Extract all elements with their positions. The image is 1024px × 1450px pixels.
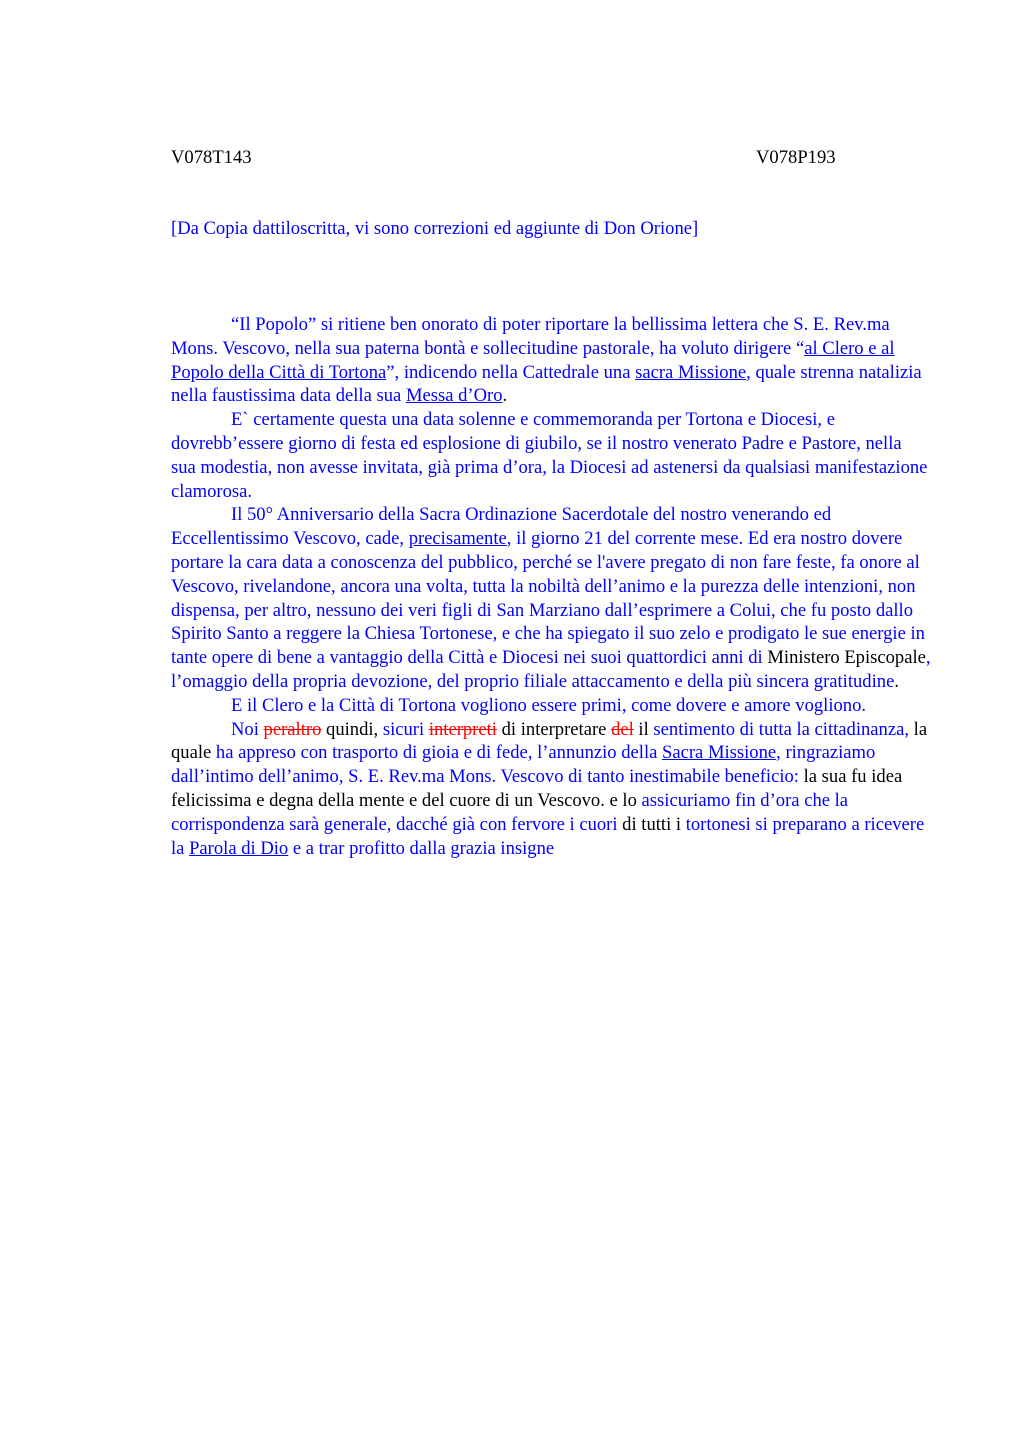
underlined-text: al Clero e al Popolo della Città di Tortona [171, 337, 895, 383]
text-run: ”, indicendo nella Cattedrale una [386, 361, 636, 383]
text-run: quindi, [321, 718, 383, 740]
struck-text: peraltro [263, 718, 322, 740]
text-run: . [502, 385, 508, 407]
underlined-text: Sacra Missione [662, 742, 777, 764]
text-run: , l’omaggio della propria devozione, del proprio filiale attaccamento e della più sincera gratitudine [171, 647, 931, 692]
paragraph-5 [171, 718, 931, 861]
text-run: Noi [231, 718, 264, 740]
source-note: [Da Copia dattiloscritta, vi sono correzioni ed aggiunte di Don Orione] [171, 218, 699, 239]
underlined-text: sacra Missione [635, 361, 747, 383]
underlined-text: precisamente [408, 528, 507, 550]
text-run: , il giorno 21 del corrente mese. Ed era nostro dovere portare la cara data a conoscenza del pubblico, perché se l'avere pregato di non fare feste, fa onore al Vescovo, rivelandone, ancora una volta, tutta la nobiltà dell’animo e la purezza delle intenzioni, non dispensa, per altro, nessuno dei veri figli di San Marziano dall’esprimere a Colui, che fu posto dallo Spirito Santo a reggere la Chiesa Tortonese, e che ha spiegato il suo zelo e prodigato le sue energie in tante opere di bene a vantaggio della Città e Diocesi nei suoi quattordici anni di [171, 528, 925, 669]
text-run: la sua fu idea felicissima e degna della mente e del cuore di un Vescovo. e lo [171, 766, 903, 811]
paragraph-2 [171, 408, 931, 503]
document-code-left: V078T143 [171, 147, 252, 168]
text-run: la quale [171, 718, 928, 764]
text-run: E il Clero e la Città di Tortona vogliono essere primi, come dovere e amore vogliono. [231, 694, 867, 716]
text-run: di tutti i [622, 813, 686, 835]
text-run: E` certamente questa una data solenne e commemoranda per Tortona e Diocesi, e dovrebb’essere giorno di festa ed esplosione di giubilo, se il nostro venerato Padre e Pastore, nella sua modestia, non avesse invitata, già prima d’ora, la Diocesi ad astenersi da qualsiasi manifestazione clamorosa. [171, 409, 928, 502]
text-run: Ministero Episcopale [767, 647, 926, 669]
text-run: sicuri [382, 718, 429, 740]
text-run: . [894, 670, 899, 692]
document-body [171, 313, 931, 860]
text-run: ha appreso con trasporto di gioia e di fede, l’annunzio della [211, 742, 663, 764]
text-run: “Il Popolo” si ritiene ben onorato di poter riportare la bellissima lettera che S. E. Rev.ma Mons. Vescovo, nella sua paterna bontà e sollecitudine pastorale, ha voluto dirigere “ [171, 314, 890, 359]
text-run: di interpretare [496, 718, 612, 740]
struck-text: interpreti [428, 718, 497, 740]
paragraph-1 [171, 313, 931, 408]
paragraph-4 [171, 694, 931, 718]
underlined-text: Parola di Dio [189, 837, 289, 859]
text-run: , quale strenna natalizia nella faustissima data della sua [171, 361, 922, 407]
text-run: il [633, 718, 654, 740]
text-run: e a trar profitto dalla grazia insigne [288, 837, 555, 859]
text-run: sentimento di tutta la cittadinanza, [653, 718, 914, 740]
paragraph-3 [171, 503, 931, 693]
text-run: assicuriamo fin d’ora che la corrispondenza sarà generale, dacché già con fervore i cuori [171, 789, 849, 835]
underlined-text: Messa d’Oro [405, 385, 503, 407]
text-run: tortonesi si preparano a ricevere la [171, 813, 925, 859]
text-run: Il 50° Anniversario della Sacra Ordinazione Sacerdotale del nostro venerando ed Eccellentissimo Vescovo, cade, [171, 504, 832, 550]
struck-text: del [611, 718, 634, 740]
text-run: , ringraziamo dall’intimo dell’animo, S. E. Rev.ma Mons. Vescovo di tanto inestimabile beneficio: [171, 742, 876, 788]
document-code-right: V078P193 [756, 147, 836, 168]
